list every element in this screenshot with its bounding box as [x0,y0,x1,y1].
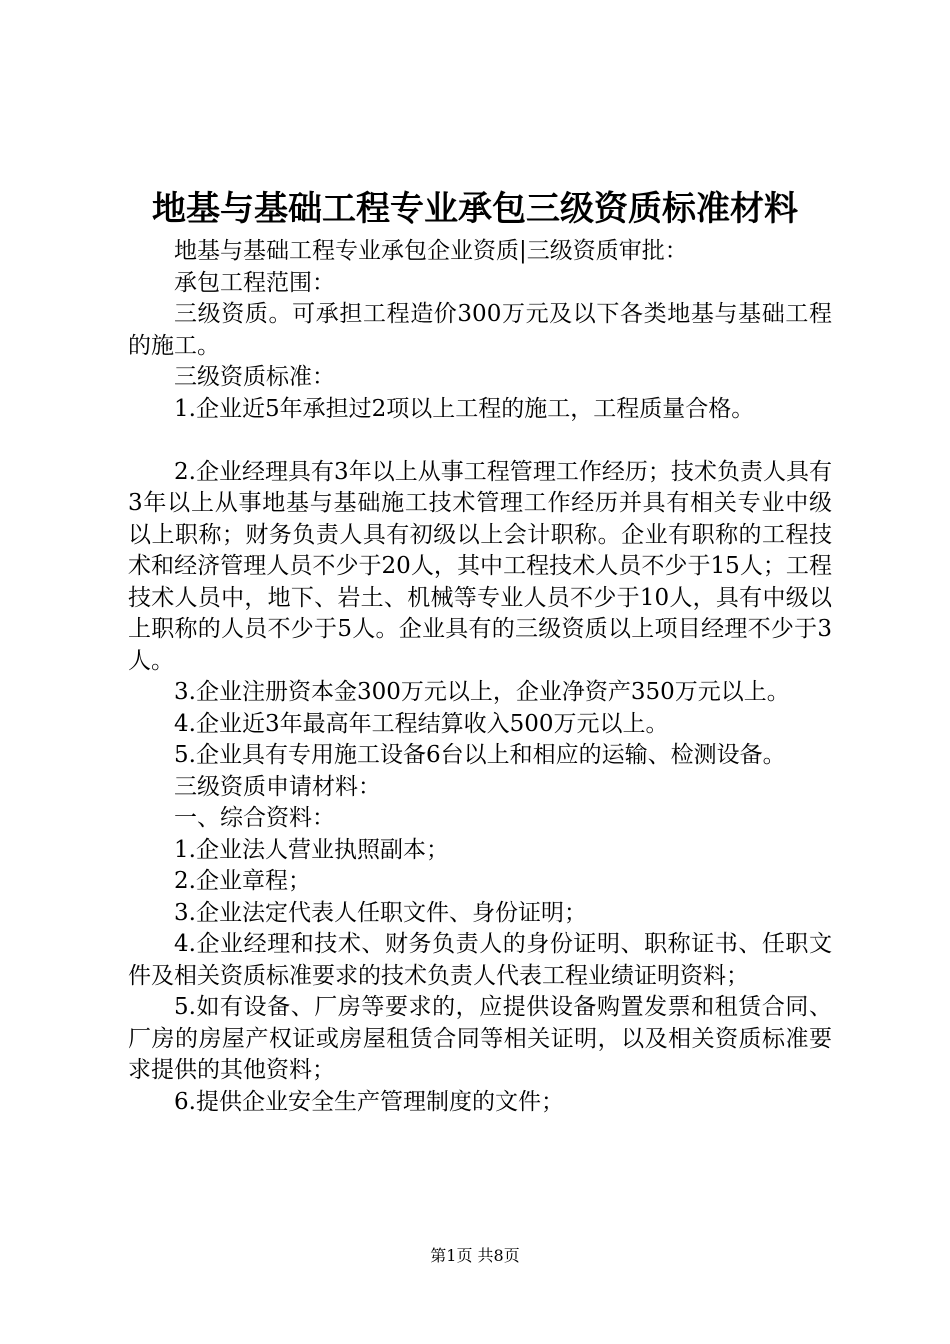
paragraph-gap [128,425,832,457]
paragraph-material-4: 4.企业经理和技术、财务负责人的身份证明、职称证书、任职文件及相关资质标准要求的技术负责人代表工程业绩证明资料； [128,931,832,989]
paragraph-material-1: 1.企业法人营业执照副本； [174,836,449,863]
paragraph-general-heading: 一、综合资料： [174,805,335,831]
paragraph-standard-1: 1.企业近5年承担过2项以上工程的施工，工程质量合格。 [174,395,755,422]
paragraph-standard-5: 5.企业具有专用施工设备6台以上和相应的运输、检测设备。 [174,742,786,768]
paragraph-standard-2: 2.企业经理具有3年以上从事工程管理工作经历；技术负责人具有3年以上从事地基与基础施工技术管理工作经历并具有相关专业中级以上职称；财务负责人具有初级以上会计职称。企业有职称的工程技术和经济管理人员不少于20人，其中工程技术人员不少于15人；工程技术人员中，地下、岩土、机械等专业人员不少于10人，具有中级以上职称的人员不少于5人。企业具有的三级资质以上项目经理不少于3人。 [128,458,832,674]
page-number-footer: 第1页 共8页 [430,1246,520,1265]
paragraph-material-3: 3.企业法定代表人任职文件、身份证明； [174,899,587,926]
paragraph-materials-heading: 三级资质申请材料： [174,773,381,800]
paragraph-material-5: 5.如有设备、厂房等要求的，应提供设备购置发票和租赁合同、厂房的房屋产权证或房屋租赁合同等相关证明，以及相关资质标准要求提供的其他资料； [128,994,832,1083]
document-body [128,236,832,1118]
paragraph-scope-heading: 承包工程范围： [174,269,335,296]
paragraph-standard-4: 4.企业近3年最高年工程结算收入500万元以上。 [174,710,669,737]
paragraph-standard-3: 3.企业注册资本金300万元以上，企业净资产350万元以上。 [174,679,790,705]
document-title: 地基与基础工程专业承包三级资质标准材料 [152,189,798,229]
paragraph-scope: 三级资质。可承担工程造价300万元及以下各类地基与基础工程的施工。 [128,301,832,359]
paragraph-material-2: 2.企业章程； [174,868,311,894]
paragraph-standard-heading: 三级资质标准： [174,364,335,390]
paragraph-intro: 地基与基础工程专业承包企业资质|三级资质审批： [174,238,688,264]
paragraph-material-6: 6.提供企业安全生产管理制度的文件； [174,1088,564,1115]
